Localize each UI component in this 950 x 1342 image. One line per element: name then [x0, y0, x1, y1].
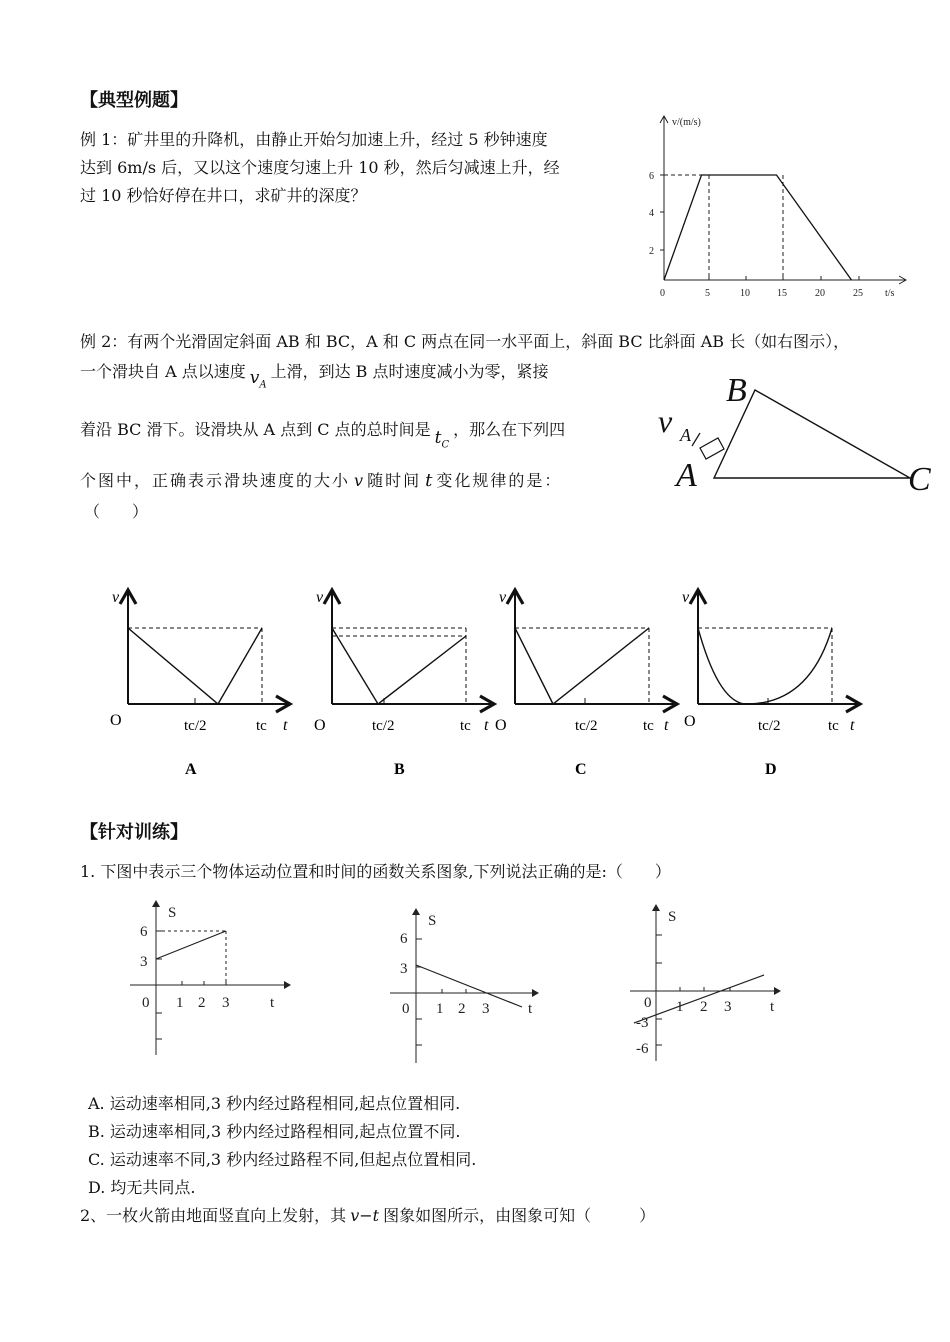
- tc-label: tc: [828, 718, 839, 734]
- example2-text: 变化规律的是：: [436, 471, 563, 490]
- option-letter: B: [394, 761, 405, 778]
- t-label: t: [664, 717, 669, 734]
- velocity-series-line: [664, 175, 852, 280]
- velocity-v-label: v: [658, 403, 673, 439]
- option-graph-c: [495, 589, 677, 778]
- position-graph-2: [390, 909, 538, 1063]
- y-tick-label: 3: [140, 954, 148, 970]
- x-tick-label: 2: [700, 999, 708, 1015]
- x-tick-label: 20: [815, 288, 825, 299]
- tc-label: tc: [643, 718, 654, 734]
- v-label: v: [682, 589, 690, 606]
- choice-c: C. 运动速率不同,3 秒内经过路程不同,但起点位置相同.: [88, 1150, 477, 1169]
- option-graphs: [100, 580, 900, 780]
- velocity-curve: [332, 628, 466, 704]
- option-graph-d: [682, 589, 860, 778]
- position-line: [416, 965, 522, 1007]
- vt-symbol: v−t: [350, 1206, 380, 1225]
- answer-blank: （ ）: [84, 502, 149, 521]
- position-graph-1: [130, 901, 290, 1055]
- velocity-arrow: [692, 433, 700, 446]
- origin-label: O: [495, 717, 507, 734]
- y-tick-label: 2: [649, 246, 654, 257]
- choice-d: D. 均无共同点.: [88, 1178, 196, 1197]
- y-tick-label: 4: [649, 208, 654, 219]
- example1-vt-graph: [640, 108, 920, 303]
- point-c-label: C: [908, 461, 931, 496]
- position-line: [156, 931, 226, 959]
- example2-text: 个图中，正确表示滑块速度的大小: [80, 471, 351, 490]
- example2-line3: [80, 416, 565, 451]
- example1-line: 例 1：矿井里的升降机，由静止开始匀加速上升，经过 5 秒钟速度: [80, 130, 548, 149]
- t-label: t: [850, 717, 855, 734]
- half-tc-label: tc/2: [372, 718, 395, 734]
- velocity-curve: [698, 628, 832, 704]
- y-tick-label: -6: [636, 1041, 649, 1057]
- question2-stem: [80, 1202, 655, 1230]
- example1-line: 达到 6m/s 后，又以这个速度匀速上升 10 秒，然后匀减速上升，经: [80, 158, 560, 177]
- t-label: t: [528, 1001, 533, 1017]
- origin-label: O: [314, 717, 326, 734]
- origin-label: 0: [402, 1001, 410, 1017]
- example2-text: 着沿 BC 滑下。设滑块从 A 点到 C 点的总时间是: [80, 420, 431, 439]
- v-label: v: [316, 589, 324, 606]
- example2-text: 上滑，到达 B 点时速度减小为零，紧接: [270, 362, 549, 381]
- section-title-examples: 【典型例题】: [80, 90, 188, 111]
- symbol-t: t: [425, 470, 433, 491]
- example2-text: 一个滑块自 A 点以速度: [80, 362, 246, 381]
- tc-label: tc: [460, 718, 471, 734]
- example1-text: [80, 126, 560, 210]
- x-tick-label: 1: [676, 999, 684, 1015]
- example2-text: 随时间: [367, 471, 422, 490]
- y-tick-label: 6: [140, 924, 148, 940]
- velocity-curve: [128, 628, 262, 704]
- example2-text: ，那么在下列四: [453, 420, 566, 439]
- option-graph-a: [110, 589, 290, 778]
- slider-block: [700, 438, 724, 459]
- y-tick-label: 6: [400, 931, 408, 947]
- velocity-curve: [515, 628, 649, 704]
- question1-choices: [88, 1090, 476, 1202]
- question2-text: 2、一枚火箭由地面竖直向上发射，其: [80, 1206, 347, 1225]
- section-title-practice: 【针对训练】: [80, 822, 188, 843]
- x-tick-label: 2: [198, 995, 206, 1011]
- v-label: v: [112, 589, 120, 606]
- symbol-vA: $v_A$: [249, 368, 267, 391]
- question1-stem: 1. 下图中表示三个物体运动位置和时间的函数关系图象,下列说法正确的是:（ ）: [80, 862, 671, 881]
- half-tc-label: tc/2: [758, 718, 781, 734]
- x-tick-label: 1: [436, 1001, 444, 1017]
- x-tick-label: 1: [176, 995, 184, 1011]
- y-tick-label: -3: [636, 1015, 649, 1031]
- y-tick-label: 3: [400, 961, 408, 977]
- position-graph-3: [630, 905, 780, 1061]
- s-label: S: [428, 913, 437, 929]
- v-label: v: [499, 589, 507, 606]
- s-label: S: [668, 909, 677, 925]
- symbol-tC: $t_C$: [434, 428, 450, 451]
- option-letter: A: [185, 761, 197, 778]
- half-tc-label: tc/2: [184, 718, 207, 734]
- choice-a: A. 运动速率相同,3 秒内经过路程相同,起点位置相同.: [88, 1094, 461, 1113]
- example1-line: 过 10 秒恰好停在井口，求矿井的深度？: [80, 186, 367, 205]
- half-tc-label: tc/2: [575, 718, 598, 734]
- question2-text: 图象如图所示，由图象可知（ ）: [383, 1206, 656, 1225]
- t-label: t: [270, 995, 275, 1011]
- tc-label: tc: [256, 718, 267, 734]
- option-letter: C: [575, 761, 587, 778]
- example2-line2: [80, 358, 549, 393]
- x-tick-label: 3: [724, 999, 732, 1015]
- origin-label: 0: [142, 995, 150, 1011]
- origin-label: O: [110, 712, 122, 729]
- y-tick-label: 6: [649, 171, 654, 182]
- symbol-v: v: [354, 471, 364, 490]
- x-tick-label: 10: [740, 288, 750, 299]
- y-axis-label: v/(m/s): [672, 117, 701, 128]
- x-tick-label: 3: [482, 1001, 490, 1017]
- origin-label: 0: [644, 995, 652, 1011]
- incline-triangle-figure: [652, 366, 942, 496]
- position-line: [634, 975, 764, 1023]
- t-label: t: [283, 717, 288, 734]
- origin-label: O: [684, 713, 696, 730]
- t-label: t: [484, 717, 489, 734]
- x-tick-label: 15: [777, 288, 787, 299]
- velocity-sub-label: A: [680, 425, 691, 445]
- x-tick-label: 0: [660, 288, 665, 299]
- option-graph-b: [314, 589, 494, 778]
- choice-b: B. 运动速率相同,3 秒内经过路程相同,起点位置不同.: [88, 1122, 461, 1141]
- x-tick-label: 5: [705, 288, 710, 299]
- x-tick-label: 25: [853, 288, 863, 299]
- x-tick-label: 3: [222, 995, 230, 1011]
- t-label: t: [770, 999, 775, 1015]
- example2-line4: [80, 467, 562, 495]
- x-tick-label: 2: [458, 1001, 466, 1017]
- question1-graphs: [110, 895, 830, 1070]
- option-letter: D: [765, 761, 777, 778]
- point-a-label: A: [676, 457, 697, 494]
- s-label: S: [168, 905, 177, 921]
- point-b-label: B: [726, 372, 747, 409]
- example2-line1: 例 2：有两个光滑固定斜面 AB 和 BC，A 和 C 两点在同一水平面上，斜面 BC 比斜面 AB 长（如右图示），: [80, 332, 850, 351]
- x-axis-label: t/s: [885, 288, 895, 299]
